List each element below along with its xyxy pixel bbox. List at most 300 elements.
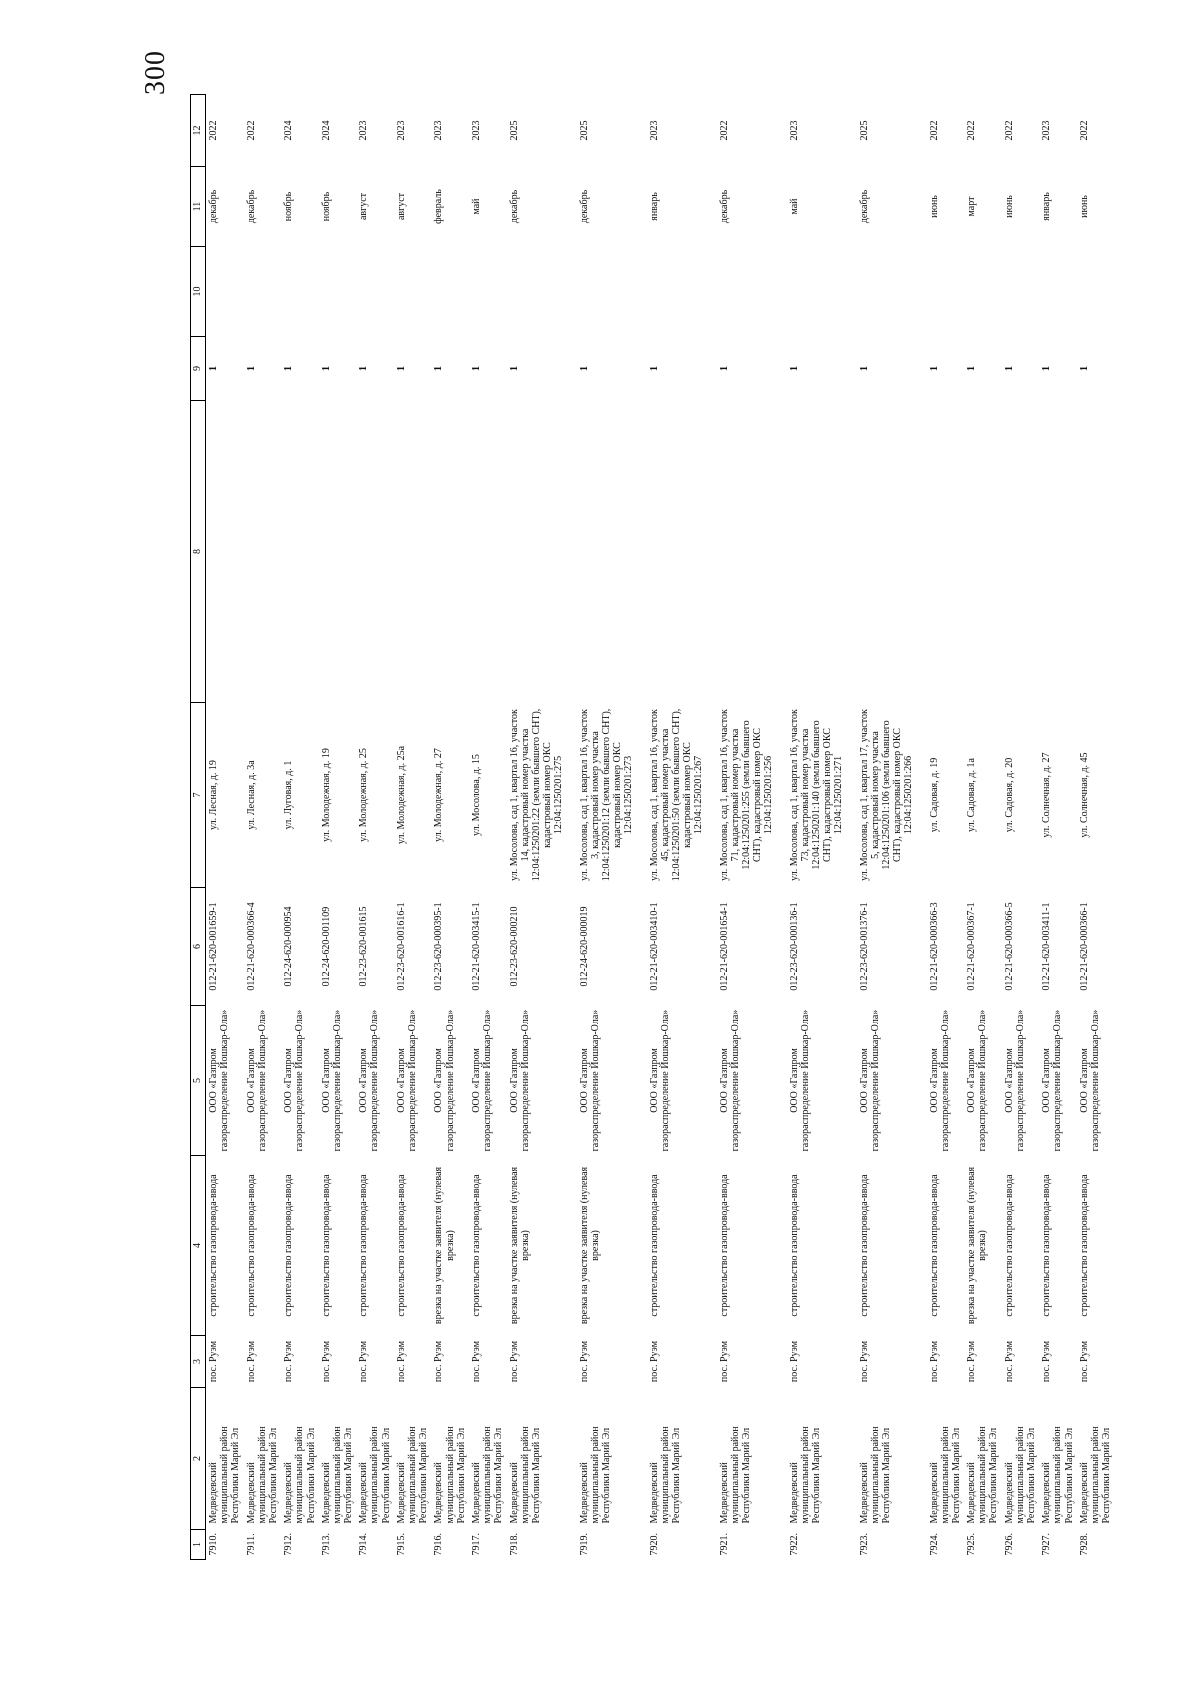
district-cell — [394, 1388, 432, 1530]
address-cell — [927, 703, 965, 888]
year-cell-text: 2024 — [283, 120, 295, 141]
locality-cell — [857, 1336, 927, 1388]
application-code-cell — [717, 888, 787, 1006]
quantity-cell-text: 1 — [508, 366, 520, 371]
district-cell — [927, 1388, 965, 1530]
row-number — [927, 1530, 965, 1560]
district-cell-text: Медведевский муниципальный район Республики Марий Эл — [208, 1426, 242, 1524]
year-cell — [394, 95, 432, 167]
table-row — [857, 95, 927, 1560]
district-cell-text: Медведевский муниципальный район Республики Марий Эл — [358, 1426, 392, 1524]
organization-cell — [717, 1006, 787, 1156]
year-cell-text: 2022 — [245, 120, 257, 141]
month-cell-text: декабрь — [245, 189, 257, 224]
year-cell — [356, 95, 394, 167]
locality-cell-text: пос. Руэм — [283, 1340, 295, 1383]
work-type-cell-text: врезка на участке заявителя (нулевая врезка) — [433, 1166, 456, 1325]
organization-cell — [1002, 1006, 1040, 1156]
district-cell-text: Медведевский муниципальный район Республики Марий Эл — [1003, 1426, 1037, 1524]
application-code-cell — [394, 888, 432, 1006]
row-number-text: 7928. — [1078, 1533, 1090, 1556]
column-header: 4 — [191, 1156, 206, 1336]
column-8-cell — [787, 401, 857, 703]
address-cell-text: ул. Луговая, д. 1 — [283, 760, 295, 830]
year-cell-text: 2023 — [395, 120, 407, 141]
organization-cell — [356, 1006, 394, 1156]
row-number-text: 7919. — [578, 1533, 590, 1556]
locality-cell-text: пос. Руэм — [508, 1340, 520, 1383]
column-10-cell — [281, 247, 319, 337]
locality-cell — [394, 1336, 432, 1388]
application-code-cell — [927, 888, 965, 1006]
locality-cell-text: пос. Руэм — [858, 1340, 870, 1383]
work-type-cell-text: строительство газопровода-ввода — [358, 1174, 370, 1317]
quantity-cell-text: 1 — [208, 366, 219, 371]
quantity-cell — [577, 337, 647, 401]
locality-cell-text: пос. Руэм — [208, 1340, 219, 1383]
address-cell — [717, 703, 787, 888]
year-cell — [1002, 95, 1040, 167]
quantity-cell-text: 1 — [1041, 366, 1053, 371]
work-type-cell-text: строительство газопровода-ввода — [395, 1174, 407, 1317]
application-code-cell — [469, 888, 507, 1006]
quantity-cell-text: 1 — [470, 366, 482, 371]
row-number — [206, 1530, 244, 1560]
column-10-cell — [717, 247, 787, 337]
rotated-table-container — [190, 95, 1113, 1560]
work-type-cell — [964, 1156, 1002, 1336]
quantity-cell — [507, 337, 577, 401]
work-type-cell — [319, 1156, 357, 1336]
month-cell-text: июнь — [1078, 195, 1090, 218]
application-code-cell-text: 012-21-620-001659-1 — [208, 902, 219, 991]
year-cell — [281, 95, 319, 167]
column-10-cell — [469, 247, 507, 337]
application-code-cell-text: 012-21-620-001654-1 — [718, 902, 730, 991]
application-code-cell-text: 012-21-620-003410-1 — [648, 902, 660, 991]
address-cell-text: ул. Мосолова, сад 1, квартал 16, участок 45, кадастровый номер участка 12:04:1250201:50 (земли бывшего СНТ), кадастровый номер ОКС 12:04:1250201:267 — [648, 708, 705, 882]
district-cell-text: Медведевский муниципальный район Республики Марий Эл — [788, 1426, 822, 1524]
quantity-cell — [1002, 337, 1040, 401]
application-code-cell — [244, 888, 282, 1006]
quantity-cell — [281, 337, 319, 401]
work-type-cell-text: строительство газопровода-ввода — [320, 1174, 332, 1317]
table-row — [507, 95, 577, 1560]
locality-cell-text: пос. Руэм — [358, 1340, 370, 1383]
year-cell — [1039, 95, 1077, 167]
quantity-cell-text: 1 — [858, 366, 870, 371]
district-cell — [1039, 1388, 1077, 1530]
column-8-cell — [927, 401, 965, 703]
year-cell-text: 2024 — [320, 120, 332, 141]
organization-cell-text: ООО «Газпром газораспределение Йошкар-Ола» — [1003, 1009, 1026, 1152]
district-cell-text: Медведевский муниципальный район Республики Марий Эл — [718, 1426, 752, 1524]
table-row — [647, 95, 717, 1560]
quantity-cell — [787, 337, 857, 401]
application-code-cell-text: 012-21-620-003415-1 — [470, 902, 482, 991]
quantity-cell — [857, 337, 927, 401]
work-type-cell — [469, 1156, 507, 1336]
work-type-cell-text: строительство газопровода-ввода — [208, 1174, 219, 1317]
work-type-cell — [647, 1156, 717, 1336]
address-cell-text: ул. Молодежная, д. 25 — [358, 748, 370, 842]
locality-cell — [647, 1336, 717, 1388]
address-cell-text: ул. Лесная, д. 19 — [208, 760, 219, 830]
month-cell-text: ноябрь — [320, 191, 332, 222]
column-header: 5 — [191, 1006, 206, 1156]
column-header: 11 — [191, 167, 206, 247]
district-cell-text: Медведевский муниципальный район Республики Марий Эл — [578, 1426, 612, 1524]
year-cell-text: 2025 — [578, 120, 590, 141]
month-cell — [469, 167, 507, 247]
year-cell — [647, 95, 717, 167]
district-cell-text: Медведевский муниципальный район Республики Марий Эл — [395, 1426, 430, 1524]
district-cell-text: Медведевский муниципальный район Республики Марий Эл — [508, 1426, 542, 1524]
organization-cell-text: ООО «Газпром газораспределение Йошкар-Ола» — [208, 1009, 231, 1152]
year-cell — [431, 95, 469, 167]
application-code-cell — [1077, 888, 1115, 1006]
district-cell-text: Медведевский муниципальный район Республики Марий Эл — [1078, 1426, 1113, 1524]
district-cell — [356, 1388, 394, 1530]
month-cell-text: ноябрь — [283, 191, 295, 222]
column-8-cell — [281, 401, 319, 703]
column-8-cell — [244, 401, 282, 703]
column-10-cell — [647, 247, 717, 337]
row-number — [964, 1530, 1002, 1560]
work-type-cell-text: врезка на участке заявителя (нулевая врезка) — [508, 1166, 531, 1325]
district-cell-text: Медведевский муниципальный район Республики Марий Эл — [966, 1426, 1000, 1524]
locality-cell — [431, 1336, 469, 1388]
table-row — [281, 95, 319, 1560]
month-cell-text: декабрь — [578, 189, 590, 224]
year-cell-text: 2022 — [208, 120, 219, 141]
district-cell — [964, 1388, 1002, 1530]
column-8-cell — [206, 401, 244, 703]
quantity-cell-text: 1 — [1003, 366, 1015, 371]
month-cell — [507, 167, 577, 247]
address-cell-text: ул. Молодежная, д. 19 — [320, 748, 332, 842]
organization-cell-text: ООО «Газпром газораспределение Йошкар-Ола» — [1078, 1009, 1101, 1152]
month-cell — [319, 167, 357, 247]
quantity-cell — [647, 337, 717, 401]
application-code-cell-text: 012-23-620-000136-1 — [788, 902, 800, 991]
month-cell — [577, 167, 647, 247]
quantity-cell — [1039, 337, 1077, 401]
organization-cell — [244, 1006, 282, 1156]
row-number — [319, 1530, 357, 1560]
work-type-cell-text: строительство газопровода-ввода — [470, 1174, 482, 1317]
quantity-cell — [717, 337, 787, 401]
organization-cell — [787, 1006, 857, 1156]
month-cell — [1002, 167, 1040, 247]
quantity-cell-text: 1 — [320, 366, 332, 371]
quantity-cell — [244, 337, 282, 401]
work-type-cell — [1039, 1156, 1077, 1336]
address-cell-text: ул. Лесная, д. 3а — [245, 760, 257, 830]
column-10-cell — [964, 247, 1002, 337]
locality-cell-text: пос. Руэм — [788, 1340, 800, 1383]
year-cell — [244, 95, 282, 167]
month-cell-text: январь — [1041, 192, 1053, 221]
work-type-cell — [1002, 1156, 1040, 1336]
table-row — [964, 95, 1002, 1560]
row-number — [857, 1530, 927, 1560]
month-cell — [206, 167, 244, 247]
table-row — [927, 95, 965, 1560]
year-cell-text: 2023 — [433, 120, 445, 141]
column-number-header-row — [191, 95, 206, 1560]
locality-cell-text: пос. Руэм — [395, 1340, 407, 1383]
organization-cell — [281, 1006, 319, 1156]
year-cell — [717, 95, 787, 167]
quantity-cell — [319, 337, 357, 401]
row-number — [431, 1530, 469, 1560]
work-type-cell-text: строительство газопровода-ввода — [1003, 1174, 1015, 1317]
application-code-cell-text: 012-23-620-000395-1 — [433, 902, 445, 991]
application-code-cell — [1002, 888, 1040, 1006]
locality-cell — [469, 1336, 507, 1388]
table-row — [787, 95, 857, 1560]
address-cell — [857, 703, 927, 888]
month-cell — [244, 167, 282, 247]
work-type-cell — [206, 1156, 244, 1336]
locality-cell-text: пос. Руэм — [578, 1340, 590, 1383]
district-cell-text: Медведевский муниципальный район Республики Марий Эл — [283, 1426, 317, 1524]
district-cell — [647, 1388, 717, 1530]
column-10-cell — [507, 247, 577, 337]
column-8-cell — [356, 401, 394, 703]
year-cell — [469, 95, 507, 167]
address-cell — [281, 703, 319, 888]
column-8-cell — [964, 401, 1002, 703]
month-cell — [1077, 167, 1115, 247]
work-type-cell — [927, 1156, 965, 1336]
table-row — [1077, 95, 1115, 1560]
quantity-cell — [1077, 337, 1115, 401]
column-8-cell — [717, 401, 787, 703]
month-cell — [927, 167, 965, 247]
organization-cell — [507, 1006, 577, 1156]
row-number — [507, 1530, 577, 1560]
locality-cell — [1002, 1336, 1040, 1388]
table-row — [577, 95, 647, 1560]
table-row — [1002, 95, 1040, 1560]
application-code-cell — [647, 888, 717, 1006]
quantity-cell-text: 1 — [358, 366, 370, 371]
locality-cell-text: пос. Руэм — [1003, 1340, 1015, 1383]
year-cell — [1077, 95, 1115, 167]
column-10-cell — [857, 247, 927, 337]
table-row — [206, 95, 244, 1560]
address-cell — [469, 703, 507, 888]
table-row — [356, 95, 394, 1560]
locality-cell-text: пос. Руэм — [928, 1340, 940, 1383]
row-number-text: 7925. — [966, 1533, 978, 1556]
work-type-cell-text: строительство газопровода-ввода — [788, 1174, 800, 1317]
work-type-cell-text: строительство газопровода-ввода — [928, 1174, 940, 1317]
organization-cell-text: ООО «Газпром газораспределение Йошкар-Ола» — [508, 1009, 531, 1152]
address-cell — [647, 703, 717, 888]
year-cell-text: 2022 — [966, 120, 978, 141]
district-cell-text: Медведевский муниципальный район Республики Марий Эл — [928, 1426, 962, 1524]
application-code-cell — [507, 888, 577, 1006]
application-code-cell — [356, 888, 394, 1006]
application-code-cell-text: 012-21-620-000366-3 — [928, 902, 940, 991]
locality-cell-text: пос. Руэм — [1041, 1340, 1053, 1383]
column-10-cell — [356, 247, 394, 337]
organization-cell-text: ООО «Газпром газораспределение Йошкар-Ола» — [358, 1009, 381, 1152]
application-code-cell-text: 012-21-620-000366-4 — [245, 902, 257, 991]
address-cell-text: ул. Садовая, д. 1а — [966, 758, 978, 832]
locality-cell — [1039, 1336, 1077, 1388]
year-cell — [787, 95, 857, 167]
column-10-cell — [1077, 247, 1115, 337]
row-number-text: 7911. — [245, 1533, 257, 1556]
column-10-cell — [787, 247, 857, 337]
application-code-cell — [1039, 888, 1077, 1006]
year-cell — [319, 95, 357, 167]
district-cell — [507, 1388, 577, 1530]
work-type-cell-text: строительство газопровода-ввода — [718, 1174, 730, 1317]
quantity-cell-text: 1 — [648, 366, 660, 371]
row-number-text: 7921. — [718, 1533, 730, 1556]
locality-cell — [356, 1336, 394, 1388]
column-10-cell — [1039, 247, 1077, 337]
quantity-cell — [356, 337, 394, 401]
work-type-cell — [394, 1156, 432, 1336]
locality-cell — [964, 1336, 1002, 1388]
application-code-cell — [206, 888, 244, 1006]
organization-cell-text: ООО «Газпром газораспределение Йошкар-Ола» — [858, 1009, 881, 1152]
address-cell — [431, 703, 469, 888]
address-cell — [319, 703, 357, 888]
month-cell — [1039, 167, 1077, 247]
quantity-cell-text: 1 — [245, 366, 257, 371]
address-cell — [244, 703, 282, 888]
month-cell — [281, 167, 319, 247]
district-cell — [319, 1388, 357, 1530]
month-cell — [857, 167, 927, 247]
column-8-cell — [1002, 401, 1040, 703]
year-cell — [927, 95, 965, 167]
application-code-cell-text: 012-24-620-000019 — [578, 906, 590, 987]
address-cell-text: ул. Молодежная, д. 27 — [433, 748, 445, 842]
organization-cell — [1039, 1006, 1077, 1156]
application-code-cell — [431, 888, 469, 1006]
locality-cell — [281, 1336, 319, 1388]
page-number: 300 — [140, 50, 171, 95]
month-cell-text: декабрь — [508, 189, 520, 224]
column-8-cell — [1039, 401, 1077, 703]
year-cell-text: 2025 — [858, 120, 870, 141]
address-cell-text: ул. Садовая, д. 20 — [1003, 757, 1015, 833]
organization-cell — [1077, 1006, 1115, 1156]
column-8-cell — [394, 401, 432, 703]
work-type-cell-text: врезка на участке заявителя (нулевая врезка) — [966, 1166, 989, 1325]
column-10-cell — [244, 247, 282, 337]
organization-cell — [394, 1006, 432, 1156]
application-code-cell-text: 012-21-620-003411-1 — [1041, 902, 1053, 991]
row-number — [717, 1530, 787, 1560]
month-cell-text: июнь — [1003, 195, 1015, 218]
column-header: 3 — [191, 1336, 206, 1388]
month-cell-text: март — [966, 196, 978, 217]
address-cell — [394, 703, 432, 888]
district-cell-text: Медведевский муниципальный район Республики Марий Эл — [648, 1426, 682, 1524]
column-10-cell — [577, 247, 647, 337]
address-cell — [507, 703, 577, 888]
quantity-cell-text: 1 — [718, 366, 730, 371]
application-code-cell-text: 012-23-620-001376-1 — [858, 902, 870, 991]
district-cell — [206, 1388, 244, 1530]
address-cell — [1077, 703, 1115, 888]
row-number-text: 7926. — [1003, 1533, 1015, 1556]
organization-cell — [319, 1006, 357, 1156]
month-cell — [431, 167, 469, 247]
column-10-cell — [319, 247, 357, 337]
quantity-cell-text: 1 — [1078, 366, 1090, 371]
year-cell — [964, 95, 1002, 167]
district-cell — [577, 1388, 647, 1530]
district-cell-text: Медведевский муниципальный район Республики Марий Эл — [470, 1426, 505, 1524]
column-header: 7 — [191, 703, 206, 888]
locality-cell — [927, 1336, 965, 1388]
year-cell-text: 2025 — [508, 120, 520, 141]
locality-cell-text: пос. Руэм — [648, 1340, 660, 1383]
address-cell — [964, 703, 1002, 888]
application-code-cell-text: 012-24-620-000954 — [283, 906, 295, 987]
district-cell — [244, 1388, 282, 1530]
organization-cell — [857, 1006, 927, 1156]
work-type-cell-text: строительство газопровода-ввода — [283, 1174, 295, 1317]
address-cell — [577, 703, 647, 888]
year-cell-text: 2022 — [1078, 120, 1090, 141]
work-type-cell — [857, 1156, 927, 1336]
year-cell-text: 2023 — [358, 120, 370, 141]
organization-cell — [647, 1006, 717, 1156]
year-cell — [577, 95, 647, 167]
district-cell — [431, 1388, 469, 1530]
row-number-text: 7910. — [208, 1533, 219, 1556]
work-type-cell — [507, 1156, 577, 1336]
month-cell — [394, 167, 432, 247]
quantity-cell-text: 1 — [928, 366, 940, 371]
year-cell-text: 2023 — [1041, 120, 1053, 141]
locality-cell — [787, 1336, 857, 1388]
locality-cell — [1077, 1336, 1115, 1388]
column-10-cell — [1002, 247, 1040, 337]
organization-cell-text: ООО «Газпром газораспределение Йошкар-Ола» — [395, 1009, 418, 1152]
table-row — [394, 95, 432, 1560]
address-cell-text: ул. Солнечная, д. 45 — [1078, 752, 1090, 838]
quantity-cell-text: 1 — [966, 366, 978, 371]
address-cell — [1039, 703, 1077, 888]
address-cell — [1002, 703, 1040, 888]
application-code-cell — [281, 888, 319, 1006]
row-number-text: 7920. — [648, 1533, 660, 1556]
quantity-cell — [927, 337, 965, 401]
locality-cell — [206, 1336, 244, 1388]
row-number-text: 7917. — [470, 1533, 482, 1556]
quantity-cell — [206, 337, 244, 401]
year-cell — [857, 95, 927, 167]
quantity-cell — [964, 337, 1002, 401]
locality-cell-text: пос. Руэм — [320, 1340, 332, 1383]
work-type-cell — [281, 1156, 319, 1336]
locality-cell-text: пос. Руэм — [966, 1340, 978, 1383]
work-type-cell-text: строительство газопровода-ввода — [245, 1174, 257, 1317]
organization-cell — [964, 1006, 1002, 1156]
